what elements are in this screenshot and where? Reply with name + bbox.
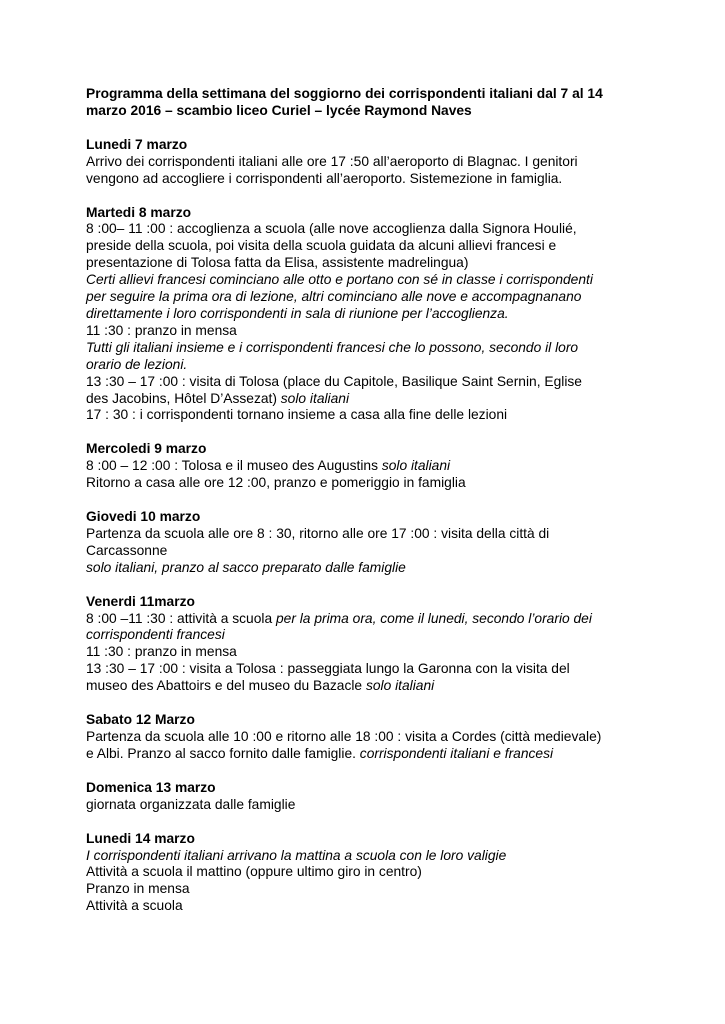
day-venerdi-11 [86, 594, 686, 695]
day-text-line: vengono ad accogliere i corrispondenti all’aeroporto. Sistemezione in famiglia. [86, 170, 563, 186]
line-note: solo italiani [365, 678, 435, 694]
day-text-line: Attività a scuola il mattino (oppure ultimo giro in centro) [86, 864, 422, 880]
line-text: museo des Abattoirs e del museo du Bazacle [86, 678, 366, 694]
day-sabato-12 [86, 712, 686, 763]
day-note-line: I corrispondenti italiani arrivano la mattina a scuola con le loro valigie [86, 847, 507, 863]
day-text-line: Arrivo dei corrispondenti italiani alle ore 17 :50 all’aeroporto di Blagnac. I genitori [86, 153, 578, 169]
day-text-line: preside della scuola, poi visita della scuola guidata da alcuni allievi francesi e [86, 238, 557, 254]
day-text-line [86, 458, 686, 475]
day-heading: Martedi 8 marzo [86, 204, 192, 220]
day-text-line: Ritorno a casa alle ore 12 :00, pranzo e pomeriggio in famiglia [86, 475, 466, 491]
day-martedi-8 [86, 205, 686, 425]
day-note-line: Certi allievi francesi cominciano alle otto e portano con sé in classe i corrispondenti [86, 272, 593, 288]
day-heading: Mercoledi 9 marzo [86, 441, 207, 457]
day-heading: Lunedi 7 marzo [86, 136, 188, 152]
day-note-line: corrispondenti francesi [86, 627, 225, 643]
day-text-line: Carcassonne [86, 542, 168, 558]
day-heading: Venerdi 11marzo [86, 593, 195, 609]
line-text: 8 :00 –11 :30 : attività a scuola [86, 610, 276, 626]
day-note-line: per seguire la prima ora di lezione, altri cominciano alle nove e accompagnanano [86, 289, 582, 305]
day-text-line [86, 678, 686, 695]
day-lunedi-14 [86, 831, 686, 916]
day-text-line [86, 391, 686, 408]
line-note: per la prima ora, come il lunedi, secondo l’orario dei [275, 610, 592, 626]
document-title-line-2: marzo 2016 – scambio liceo Curiel – lycée Raymond Naves [86, 102, 472, 118]
day-note-line: Tutti gli italiani insieme e i corrispondenti francesi che lo possono, secondo il loro [86, 339, 579, 355]
day-text-line: Attività a scuola [86, 898, 183, 914]
day-heading: Lunedi 14 marzo [86, 830, 195, 846]
day-text-line: Partenza da scuola alle ore 8 : 30, ritorno alle ore 17 :00 : visita della città di [86, 525, 550, 541]
line-text: e Albi. Pranzo al sacco fornito dalle famiglie. [86, 745, 360, 761]
day-text-line: giornata organizzata dalle famiglie [86, 796, 296, 812]
document-page [86, 86, 686, 915]
day-heading: Sabato 12 Marzo [86, 712, 195, 728]
document-title-line-1: Programma della settimana del soggiorno dei corrispondenti italiani dal 7 al 14 [86, 86, 603, 101]
day-note-line: direttamente i loro corrispondenti in sala di riunione per l’accoglienza. [86, 305, 509, 321]
day-mercoledi-9 [86, 441, 686, 492]
day-text-line [86, 611, 686, 628]
line-note: solo italiani [280, 390, 350, 406]
day-text-line: 8 :00– 11 :00 : accoglienza a scuola (alle nove accoglienza dalla Signora Houlié, [86, 221, 577, 237]
day-text-line: 11 :30 : pranzo in mensa [86, 644, 237, 660]
day-heading: Domenica 13 marzo [86, 779, 216, 795]
day-heading: Giovedi 10 marzo [86, 509, 201, 525]
day-text-line: presentazione di Tolosa fatta da Elisa, assistente madrelingua) [86, 255, 469, 271]
day-text-line [86, 746, 686, 763]
line-note: solo italiani [381, 458, 451, 474]
day-giovedi-10 [86, 509, 686, 577]
line-text: des Jacobins, Hôtel D’Assezat) [86, 390, 281, 406]
day-text-line: Pranzo in mensa [86, 881, 190, 897]
line-text: 8 :00 – 12 :00 : Tolosa e il museo des Augustins [86, 458, 382, 474]
day-lunedi-7 [86, 137, 686, 188]
day-text-line: Partenza da scuola alle 10 :00 e ritorno alle 18 :00 : visita a Cordes (città medievale) [86, 729, 602, 744]
day-text-line: 13 :30 – 17 :00 : visita a Tolosa : passeggiata lungo la Garonna con la visita del [86, 661, 570, 677]
line-note: corrispondenti italiani e francesi [359, 745, 554, 761]
day-text-line: 11 :30 : pranzo in mensa [86, 322, 237, 338]
day-text-line: 17 : 30 : i corrispondenti tornano insieme a casa alla fine delle lezioni [86, 407, 508, 423]
day-domenica-13 [86, 780, 686, 814]
day-note-line: orario de lezioni. [86, 356, 188, 372]
day-note-line: solo italiani, pranzo al sacco preparato dalle famiglie [86, 559, 406, 575]
day-text-line: 13 :30 – 17 :00 : visita di Tolosa (place du Capitole, Basilique Saint Sernin, Eglise [86, 373, 582, 389]
